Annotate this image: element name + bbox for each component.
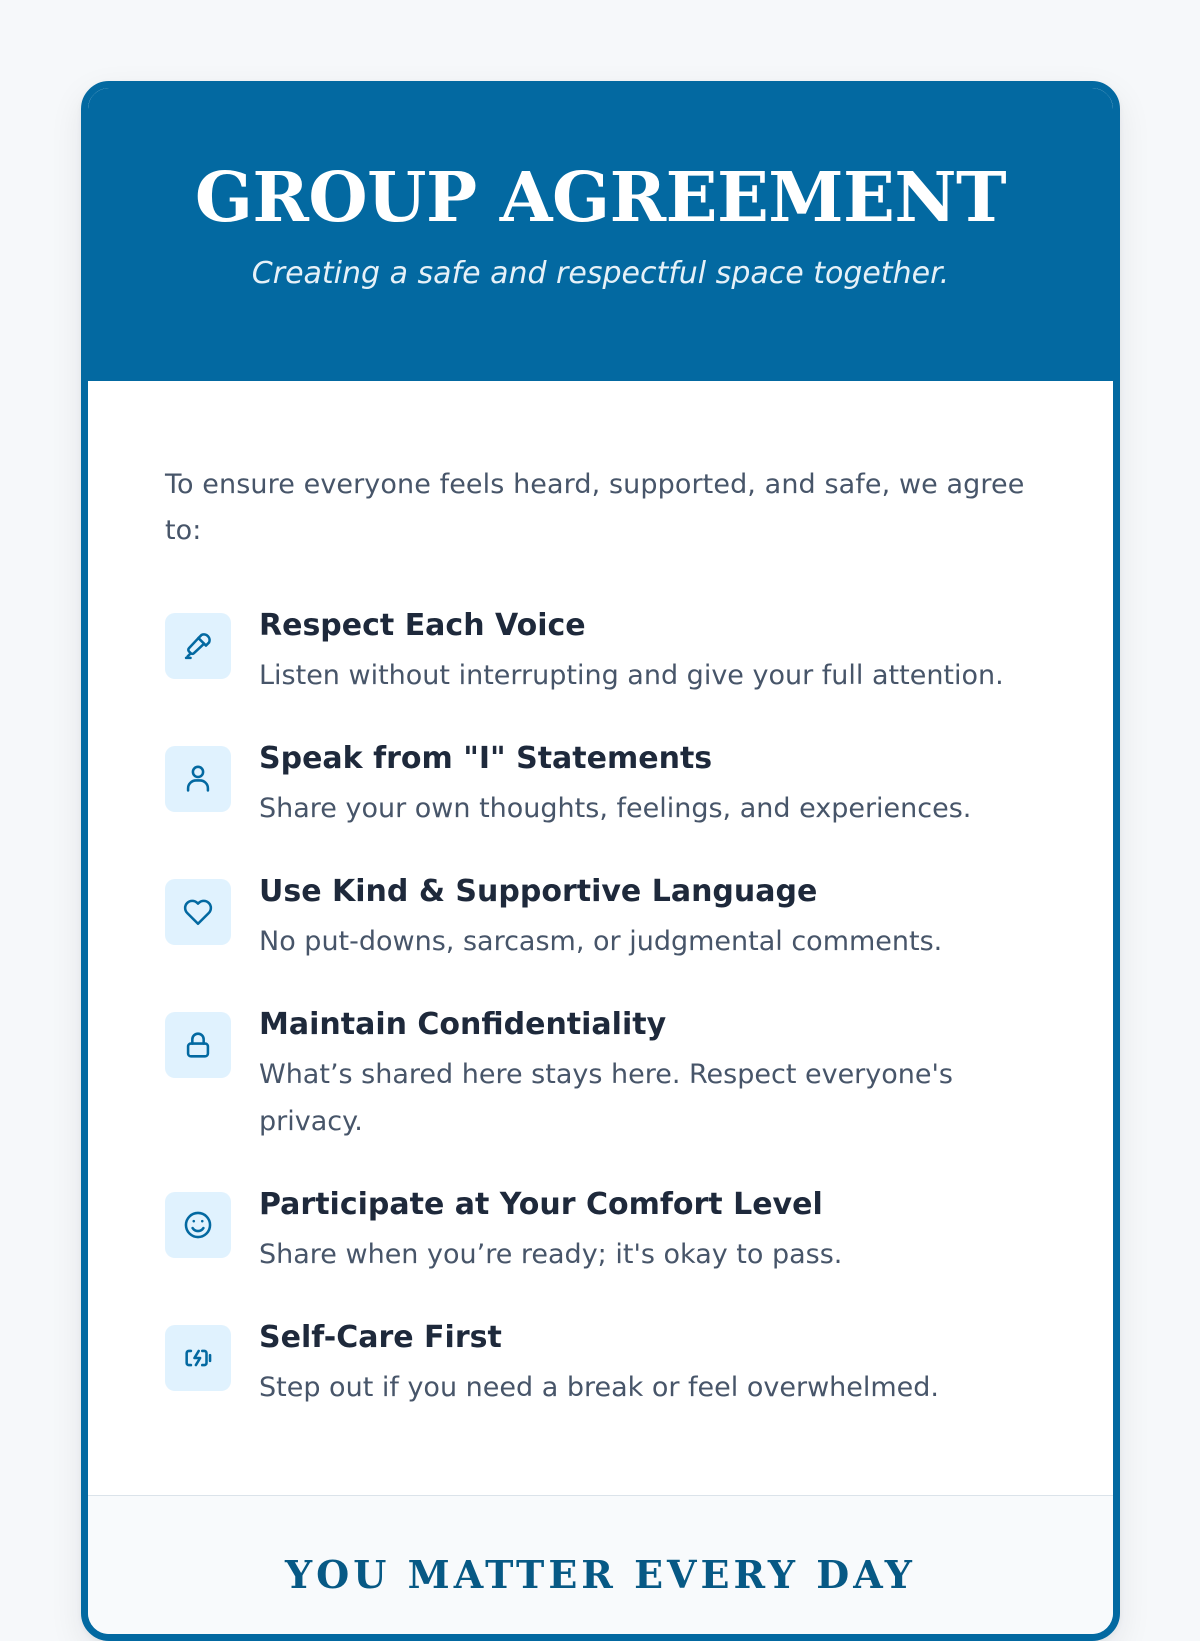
rule-text <box>259 1006 1034 1145</box>
rule-title: Participate at Your Comfort Level <box>259 1187 823 1222</box>
page-subtitle: Creating a safe and respectful space together. <box>251 256 950 291</box>
rule-title: Respect Each Voice <box>259 608 586 643</box>
rule-text <box>259 1319 939 1411</box>
lock-icon <box>165 1012 231 1078</box>
user-icon <box>165 746 231 812</box>
rule-description: Share when you’re ready; it's okay to pass. <box>259 1239 843 1270</box>
rule-respect-each-voice <box>165 607 1034 699</box>
heart-icon <box>165 879 231 945</box>
rule-confidentiality <box>165 1006 1034 1145</box>
agreement-content <box>88 381 1113 1411</box>
intro-text: To ensure everyone feels heard, supported, and safe, we agree to: <box>165 469 1025 546</box>
rule-comfort-level <box>165 1186 1034 1278</box>
rule-description: What’s shared here stays here. Respect everyone's privacy. <box>259 1059 953 1137</box>
rule-title: Self-Care First <box>259 1320 502 1355</box>
agreement-header <box>88 88 1113 381</box>
rule-text <box>259 873 942 965</box>
rule-text <box>259 1186 842 1278</box>
rule-i-statements <box>165 740 1034 832</box>
microphone-icon <box>165 613 231 679</box>
footer-title: YOU MATTER EVERY DAY <box>285 1552 916 1597</box>
rule-title: Use Kind & Supportive Language <box>259 874 818 909</box>
page-title: GROUP AGREEMENT <box>194 158 1007 238</box>
rule-title: Speak from "I" Statements <box>259 741 713 776</box>
rule-description: Listen without interrupting and give your full attention. <box>259 660 1004 691</box>
agreement-rule-list <box>165 607 1034 1411</box>
rule-description: Share your own thoughts, feelings, and experiences. <box>259 793 972 824</box>
group-agreement-card <box>81 81 1120 1641</box>
agreement-footer <box>88 1495 1113 1634</box>
rule-text <box>259 607 1004 699</box>
rule-title: Maintain Confidentiality <box>259 1007 667 1042</box>
rule-text <box>259 740 971 832</box>
battery-charging-icon <box>165 1325 231 1391</box>
smile-icon <box>165 1192 231 1258</box>
rule-self-care-first <box>165 1319 1034 1411</box>
rule-description: Step out if you need a break or feel overwhelmed. <box>259 1372 940 1403</box>
rule-kind-supportive-language <box>165 873 1034 965</box>
rule-description: No put-downs, sarcasm, or judgmental comments. <box>259 926 943 957</box>
